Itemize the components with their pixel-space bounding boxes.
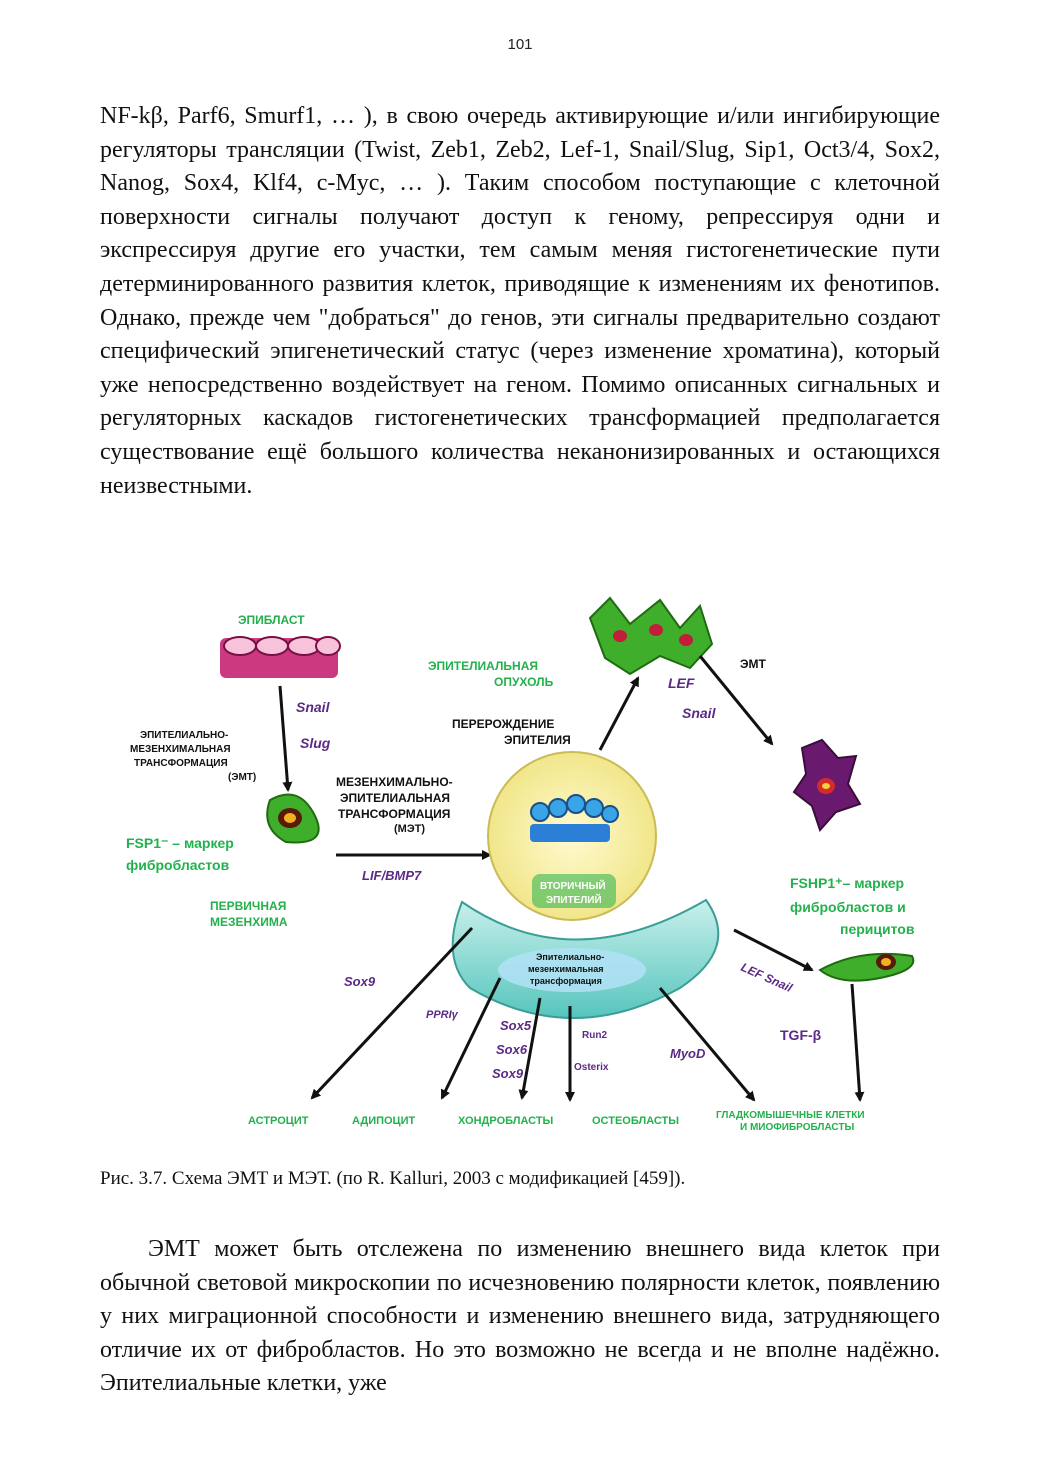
label-emt-short: ЭМТ xyxy=(740,657,766,671)
fibroblast-cell xyxy=(267,794,318,842)
epiblast-cells xyxy=(220,637,340,678)
label-primary-1: ПЕРВИЧНАЯ xyxy=(210,899,287,913)
label-emt-2: МЕЗЕНХИМАЛЬНАЯ xyxy=(130,744,231,755)
label-smooth-1: ГЛАДКОМЫШЕЧНЫЕ КЛЕТКИ xyxy=(716,1110,865,1121)
label-primary-2: МЕЗЕНХИМА xyxy=(210,915,288,929)
label-sox9b: Sox9 xyxy=(492,1066,524,1081)
label-met-3: ТРАНСФОРМАЦИЯ xyxy=(338,807,451,821)
label-bowl-3: трансформация xyxy=(530,976,602,986)
label-secondary-2: ЭПИТЕЛИЙ xyxy=(546,895,602,906)
label-degen-1: ПЕРЕРОЖДЕНИЕ xyxy=(452,717,555,731)
label-emt-1: ЭПИТЕЛИАЛЬНО- xyxy=(140,730,229,741)
label-myod: MyoD xyxy=(670,1046,706,1061)
label-snail-2: Snail xyxy=(682,705,716,721)
label-adipocyte: АДИПОЦИТ xyxy=(352,1115,416,1127)
tumor-cells xyxy=(590,598,712,674)
page-number: 101 xyxy=(507,36,533,53)
label-run2: Run2 xyxy=(582,1030,607,1041)
label-lef-snail: LEF Snail xyxy=(738,959,795,995)
label-met-1: МЕЗЕНХИМАЛЬНО- xyxy=(336,775,453,789)
label-met-4: (МЭТ) xyxy=(394,823,426,835)
label-bowl-2: мезенхимальная xyxy=(528,964,604,974)
label-secondary-1: ВТОРИЧНЫЙ xyxy=(540,881,606,892)
label-tumor-2: ОПУХОЛЬ xyxy=(494,675,554,689)
paragraph-1: NF-kβ, Parf6, Smurf1, … ), в свою очередь активирующие и/или ингибирующие регуляторы трансляции (Twist, Zeb1, Zeb2, Lef-1, Snail/Slug, Sip1, Oct3/4, Sox2, Nanog, Sox4, Klf4, c-Myc, … ). Таким способом поступающие с клеточной поверхности сигналы получают доступ к геному, репрессируя одни и экспрессируя другие его участки, тем самым меняя гистогенетические пути детерминированного развития клеток, приводящие к изменениям их фенотипов. Однако, прежде чем "добраться" до генов, эти сигналы предварительно создают специфический эпигенетический статус (через изменение хроматина), который уже непосредственно воздействует на геном. Помимо описанных сигнальных и регуляторных каскадов гистогенетических трансформацией предполагается существование ещё большого количества неканонизированных и остающихся неизвестными. xyxy=(100,103,940,499)
label-astrocyte: АСТРОЦИТ xyxy=(248,1115,309,1127)
label-fshp1-2: фибробластов и xyxy=(790,899,906,915)
label-ppar: PPRIγ xyxy=(426,1009,458,1021)
label-emt-4: (ЭМТ) xyxy=(228,772,257,783)
label-sox5: Sox5 xyxy=(500,1018,532,1033)
label-bowl-1: Эпителиально- xyxy=(536,952,605,962)
label-emt-3: ТРАНСФОРМАЦИЯ xyxy=(134,758,228,769)
label-fshp1-1: FSHP1⁺– маркер xyxy=(790,875,905,891)
label-epiblast: ЭПИБЛАСТ xyxy=(238,613,305,627)
label-chondroblasts: ХОНДРОБЛАСТЫ xyxy=(458,1115,554,1127)
label-fsp1-1: FSP1⁻ – маркер xyxy=(126,835,234,851)
pericyte-cell xyxy=(820,954,913,981)
label-sox6: Sox6 xyxy=(496,1042,528,1057)
label-tumor-1: ЭПИТЕЛИАЛЬНАЯ xyxy=(428,659,538,673)
label-degen-2: ЭПИТЕЛИЯ xyxy=(504,733,571,747)
figure-caption: Рис. 3.7. Схема ЭМТ и МЭТ. (по R. Kalluri, 2003 с модификацией [459]). xyxy=(100,1168,686,1189)
emt-met-figure xyxy=(100,578,942,1148)
label-fshp1-3: перицитов xyxy=(840,921,915,937)
label-met-2: ЭПИТЕЛИАЛЬНАЯ xyxy=(340,791,450,805)
figure-diagram xyxy=(100,578,942,1148)
label-lif-bmp: LIF/BMP7 xyxy=(362,868,422,883)
label-osterix: Osterix xyxy=(574,1062,609,1073)
label-smooth-2: И МИОФИБРОБЛАСТЫ xyxy=(740,1122,855,1133)
label-lef: LEF xyxy=(668,675,695,691)
label-tgf: TGF-β xyxy=(780,1027,822,1043)
label-fsp1-2: фибробластов xyxy=(126,857,230,873)
label-slug: Slug xyxy=(300,735,331,751)
label-sox9: Sox9 xyxy=(344,974,376,989)
invasive-cell xyxy=(794,740,860,830)
paragraph-2: ЭМТ может быть отслежена по изменению внешнего вида клеток при обычной световой микроскопии по исчезновению полярности клеток, появлению у них миграционной способности и изменению внешнего вида, затрудняющего отличие их от фибробластов. Но это возможно не всегда и не вполне надёжно. Эпителиальные клетки, уже xyxy=(100,1236,940,1397)
label-snail: Snail xyxy=(296,699,330,715)
label-osteoblasts: ОСТЕОБЛАСТЫ xyxy=(592,1115,680,1127)
